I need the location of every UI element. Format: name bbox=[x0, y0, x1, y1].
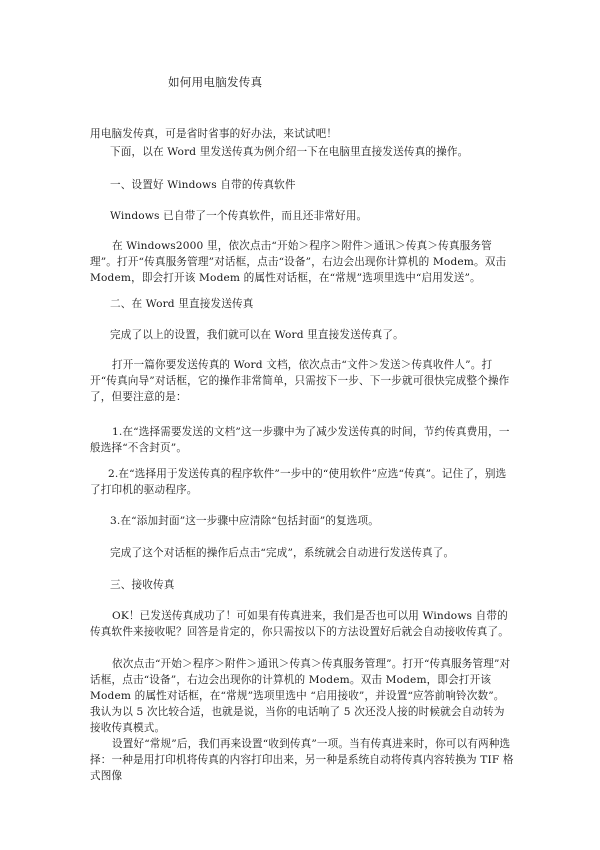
section-2-paragraph-1: 完成了以上的设置，我们就可以在 Word 里直接发送传真了。 bbox=[110, 329, 404, 341]
intro-paragraph-2: 下面，以在 Word 里发送传真为例介绍一下在电脑里直接发送传真的操作。 bbox=[110, 146, 469, 158]
section-2-paragraph-2: 打开一篇你要发送传真的 Word 文档，依次点击“文件＞发送＞传真收件人”。打开“传真向导”对话框，它的操作非常简单，只需按下一步、下一步就可很快完成整个操作了，但要注意的是： bbox=[90, 359, 510, 403]
section-3-paragraph-3: 设置好“常规”后，我们再来设置“收到传真”一项。当有传真进来时，你可以有两种选择：一种是用打印机将传真的内容打印出来，另一种是系统自动将传真内容转换为 TIF 格式图像 bbox=[90, 738, 514, 782]
section-3-paragraph-2: 依次点击“开始＞程序＞附件＞通讯＞传真＞传真服务管理”。打开“传真服务管理”对话框，点击“设备”，右边会出现你的计算机的 Modem。双击 Modem，即会打开该 Modem 的属性对话框，在“常规”选项里选中 “启用接收”，并设置“应答前响铃次数”。我认为以 5 次比较合适，也就是说，当你的电话响了 5 次还没人接的时候就会自动转为接收传真模式。 bbox=[90, 658, 511, 734]
page-title: 如何用电脑发传真 bbox=[168, 75, 263, 89]
intro-paragraph-1: 用电脑发传真，可是省时省事的好办法，来试试吧！ bbox=[90, 128, 338, 140]
section-2-paragraph-3: 完成了这个对话框的操作后点击“完成”，系统就会自动进行发送传真了。 bbox=[110, 547, 455, 559]
section-1-heading: 一、设置好 Windows 自带的传真软件 bbox=[110, 179, 296, 191]
list-item-3: 3.在“添加封面”这一步骤中应清除“包括封面”的复选项。 bbox=[110, 515, 380, 527]
list-item-1: 1.在“选择需要发送的文档”这一步骤中为了减少发送传真的时间，节约传真费用，一般选择“不含封页”。 bbox=[90, 426, 510, 454]
section-1-paragraph-1: Windows 已自带了一个传真软件，而且还非常好用。 bbox=[110, 210, 368, 222]
section-3-paragraph-1: OK！已发送传真成功了！可如果有传真进来，我们是否也可以用 Windows 自带的传真软件来接收呢？回答是肯定的，你只需按以下的方法设置好后就会自动接收传真了。 bbox=[90, 610, 510, 638]
section-1-paragraph-2: 在 Windows2000 里，依次点击“开始＞程序＞附件＞通讯＞传真＞传真服务管理”。打开“传真服务管理”对话框，点击“设备”，右边会出现你计算机的 Modem。双击 Modem，即会打开该 Modem 的属性对话框，在“常规”选项里选中“启用发送”。 bbox=[90, 240, 507, 284]
section-2-heading: 二、在 Word 里直接发送传真 bbox=[110, 298, 254, 310]
list-item-2: 2.在“选择用于发送传真的程序软件”一步中的“使用软件”应选“传真”。记住了，别选了打印机的驱动程序。 bbox=[90, 468, 507, 496]
section-3-heading: 三、接收传真 bbox=[110, 579, 175, 591]
